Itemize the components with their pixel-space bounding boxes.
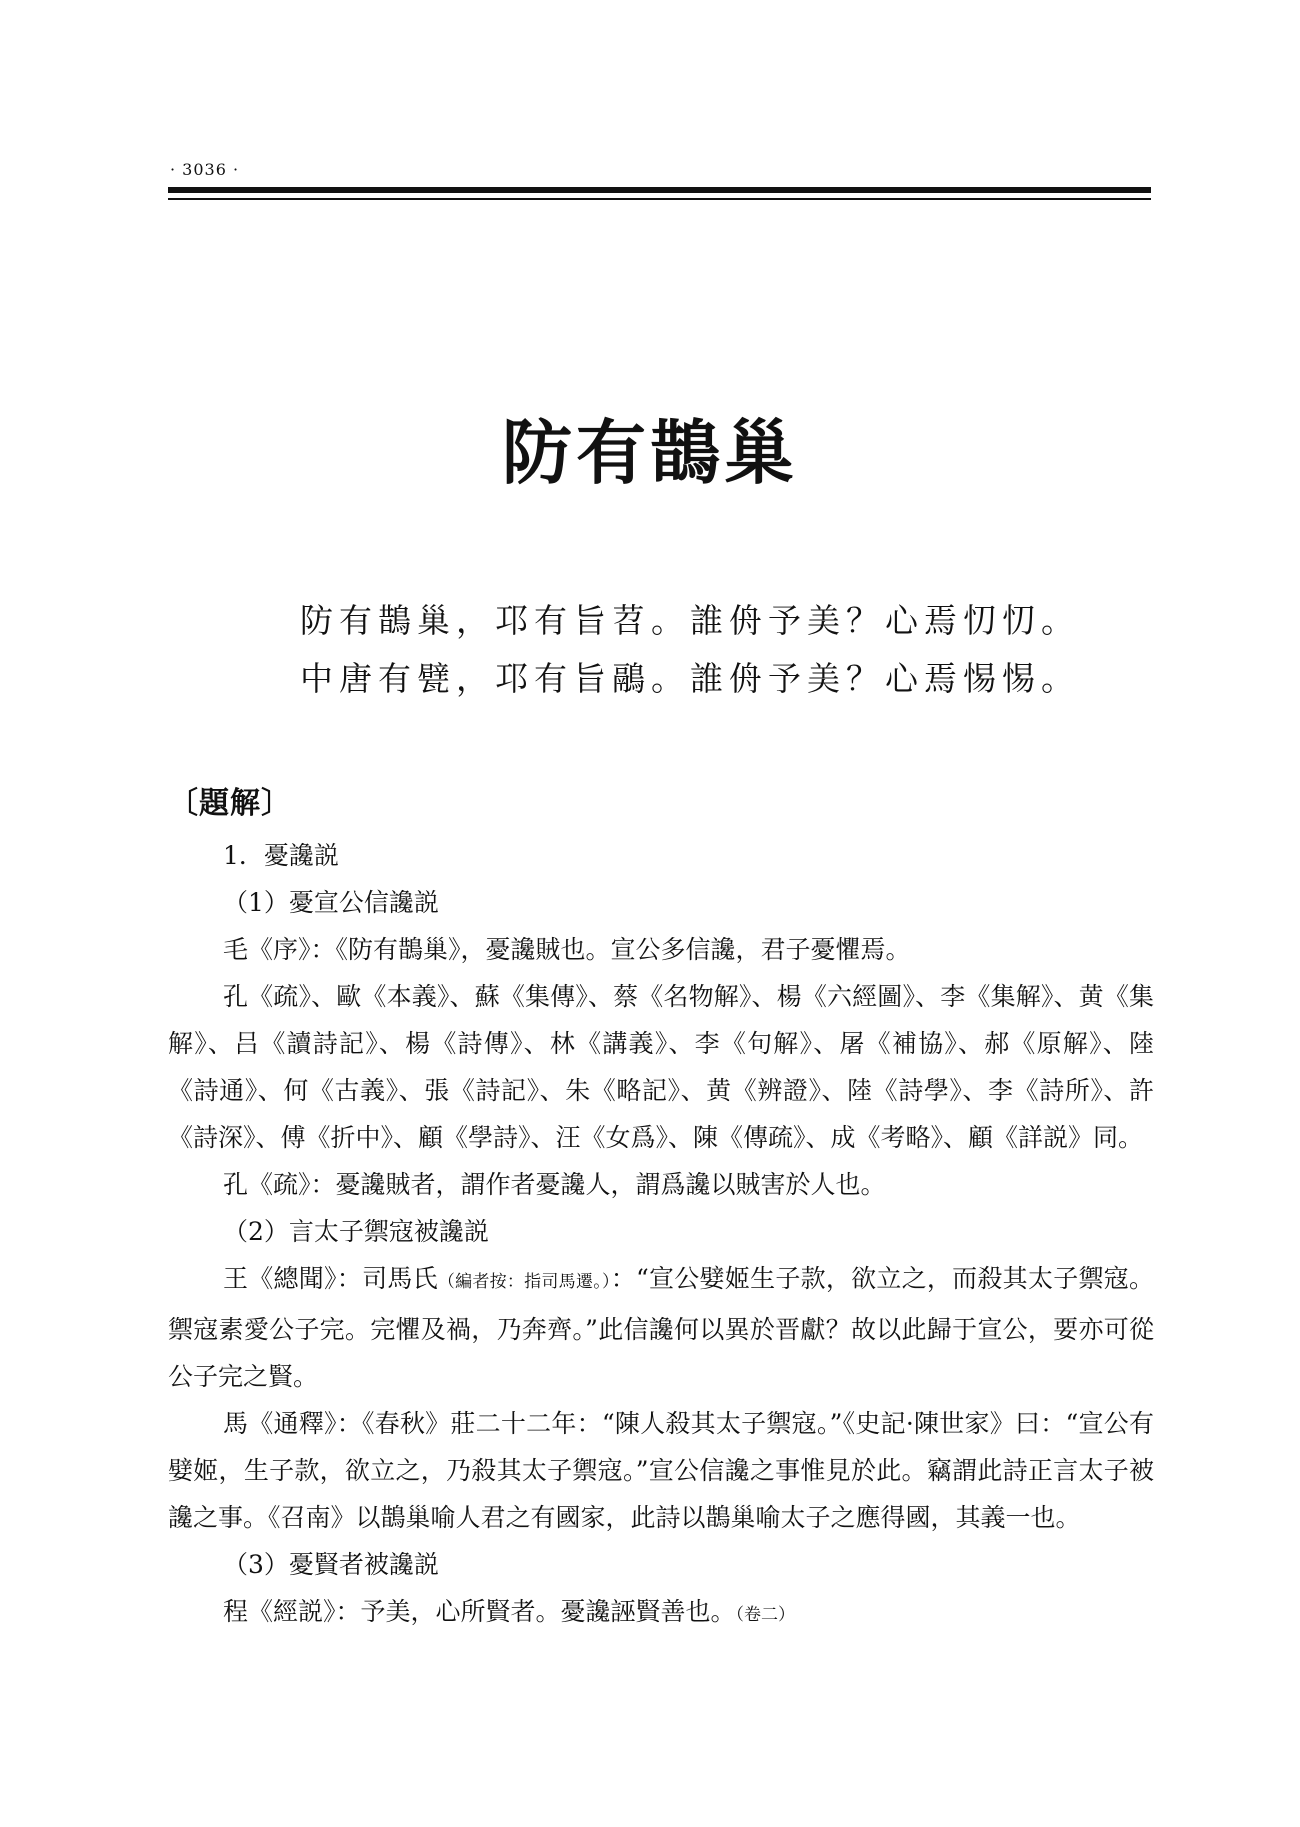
subheading: （2）言太子禦寇被讒説	[223, 1217, 489, 1246]
paragraph: 孔《疏》：憂讒賊者，謂作者憂讒人，謂爲讒以賊害於人也。	[223, 1170, 886, 1199]
paragraph: 孔《疏》、歐《本義》、蘇《集傳》、蔡《名物解》、楊《六經圖》、李《集解》、黄《集解》、吕《讀詩記》、楊《詩傳》、林《講義》、李《句解》、屠《補協》、郝《原解》、陸《詩通》、何《古義》、張《詩記》、朱《略記》、黄《辨證》、陸《詩學》、李《詩所》、許《詩深》、傅《折中》、顧《學詩》、汪《女爲》、陳《傳疏》、成《考略》、顧《詳説》同。	[168, 982, 1154, 1152]
commentary-body	[168, 832, 1154, 1639]
paragraph-text: 程《經説》：予美，心所賢者。憂讒誣賢善也。	[223, 1597, 736, 1626]
paragraph: 毛《序》：《防有鵲巢》，憂讒賊也。宣公多信讒，君子憂懼焉。	[223, 935, 911, 964]
editor-note: （編者按：指司馬遷。）	[437, 1272, 611, 1292]
poem-text	[300, 592, 1100, 708]
volume-note: （卷二）	[735, 1605, 796, 1625]
subheading: （3）憂賢者被讒説	[223, 1550, 439, 1579]
paragraph-text: 王《總聞》：司馬氏	[223, 1264, 438, 1293]
header-rule-thick	[168, 187, 1151, 193]
header-rule-thin	[168, 198, 1151, 200]
paragraph-text: ：“宣公嬖姬生子款，欲立之，而殺其太子禦寇。禦寇素愛公子完。完懼及禍，乃奔齊。”此信讒何以異於晋獻？故以此歸于宣公，要亦可從公子完之賢。	[168, 1264, 1154, 1391]
paragraph: 馬《通釋》：《春秋》莊二十二年：“陳人殺其太子禦寇。”《史記·陳世家》曰：“宣公有嬖姬，生子款，欲立之，乃殺其太子禦寇。”宣公信讒之事惟見於此。竊謂此詩正言太子被讒之事。《召南》以鵲巢喻人君之有國家，此詩以鵲巢喻太子之應得國，其義一也。	[168, 1409, 1154, 1532]
page-number: · 3036 ·	[170, 160, 240, 179]
poem-line: 中唐有甓，邛有旨鷊。誰侜予美？心焉惕惕。	[300, 659, 1080, 698]
poem-line: 防有鵲巢，邛有旨苕。誰侜予美？心焉忉忉。	[300, 601, 1080, 640]
paragraph	[168, 1255, 1154, 1400]
paragraph	[168, 1588, 1154, 1639]
poem-title: 防有鵲巢	[502, 411, 798, 494]
subheading: （1）憂宣公信讒説	[223, 888, 439, 917]
subheading: 1．憂讒説	[223, 841, 339, 870]
section-heading: 〔題解〕	[168, 786, 292, 821]
